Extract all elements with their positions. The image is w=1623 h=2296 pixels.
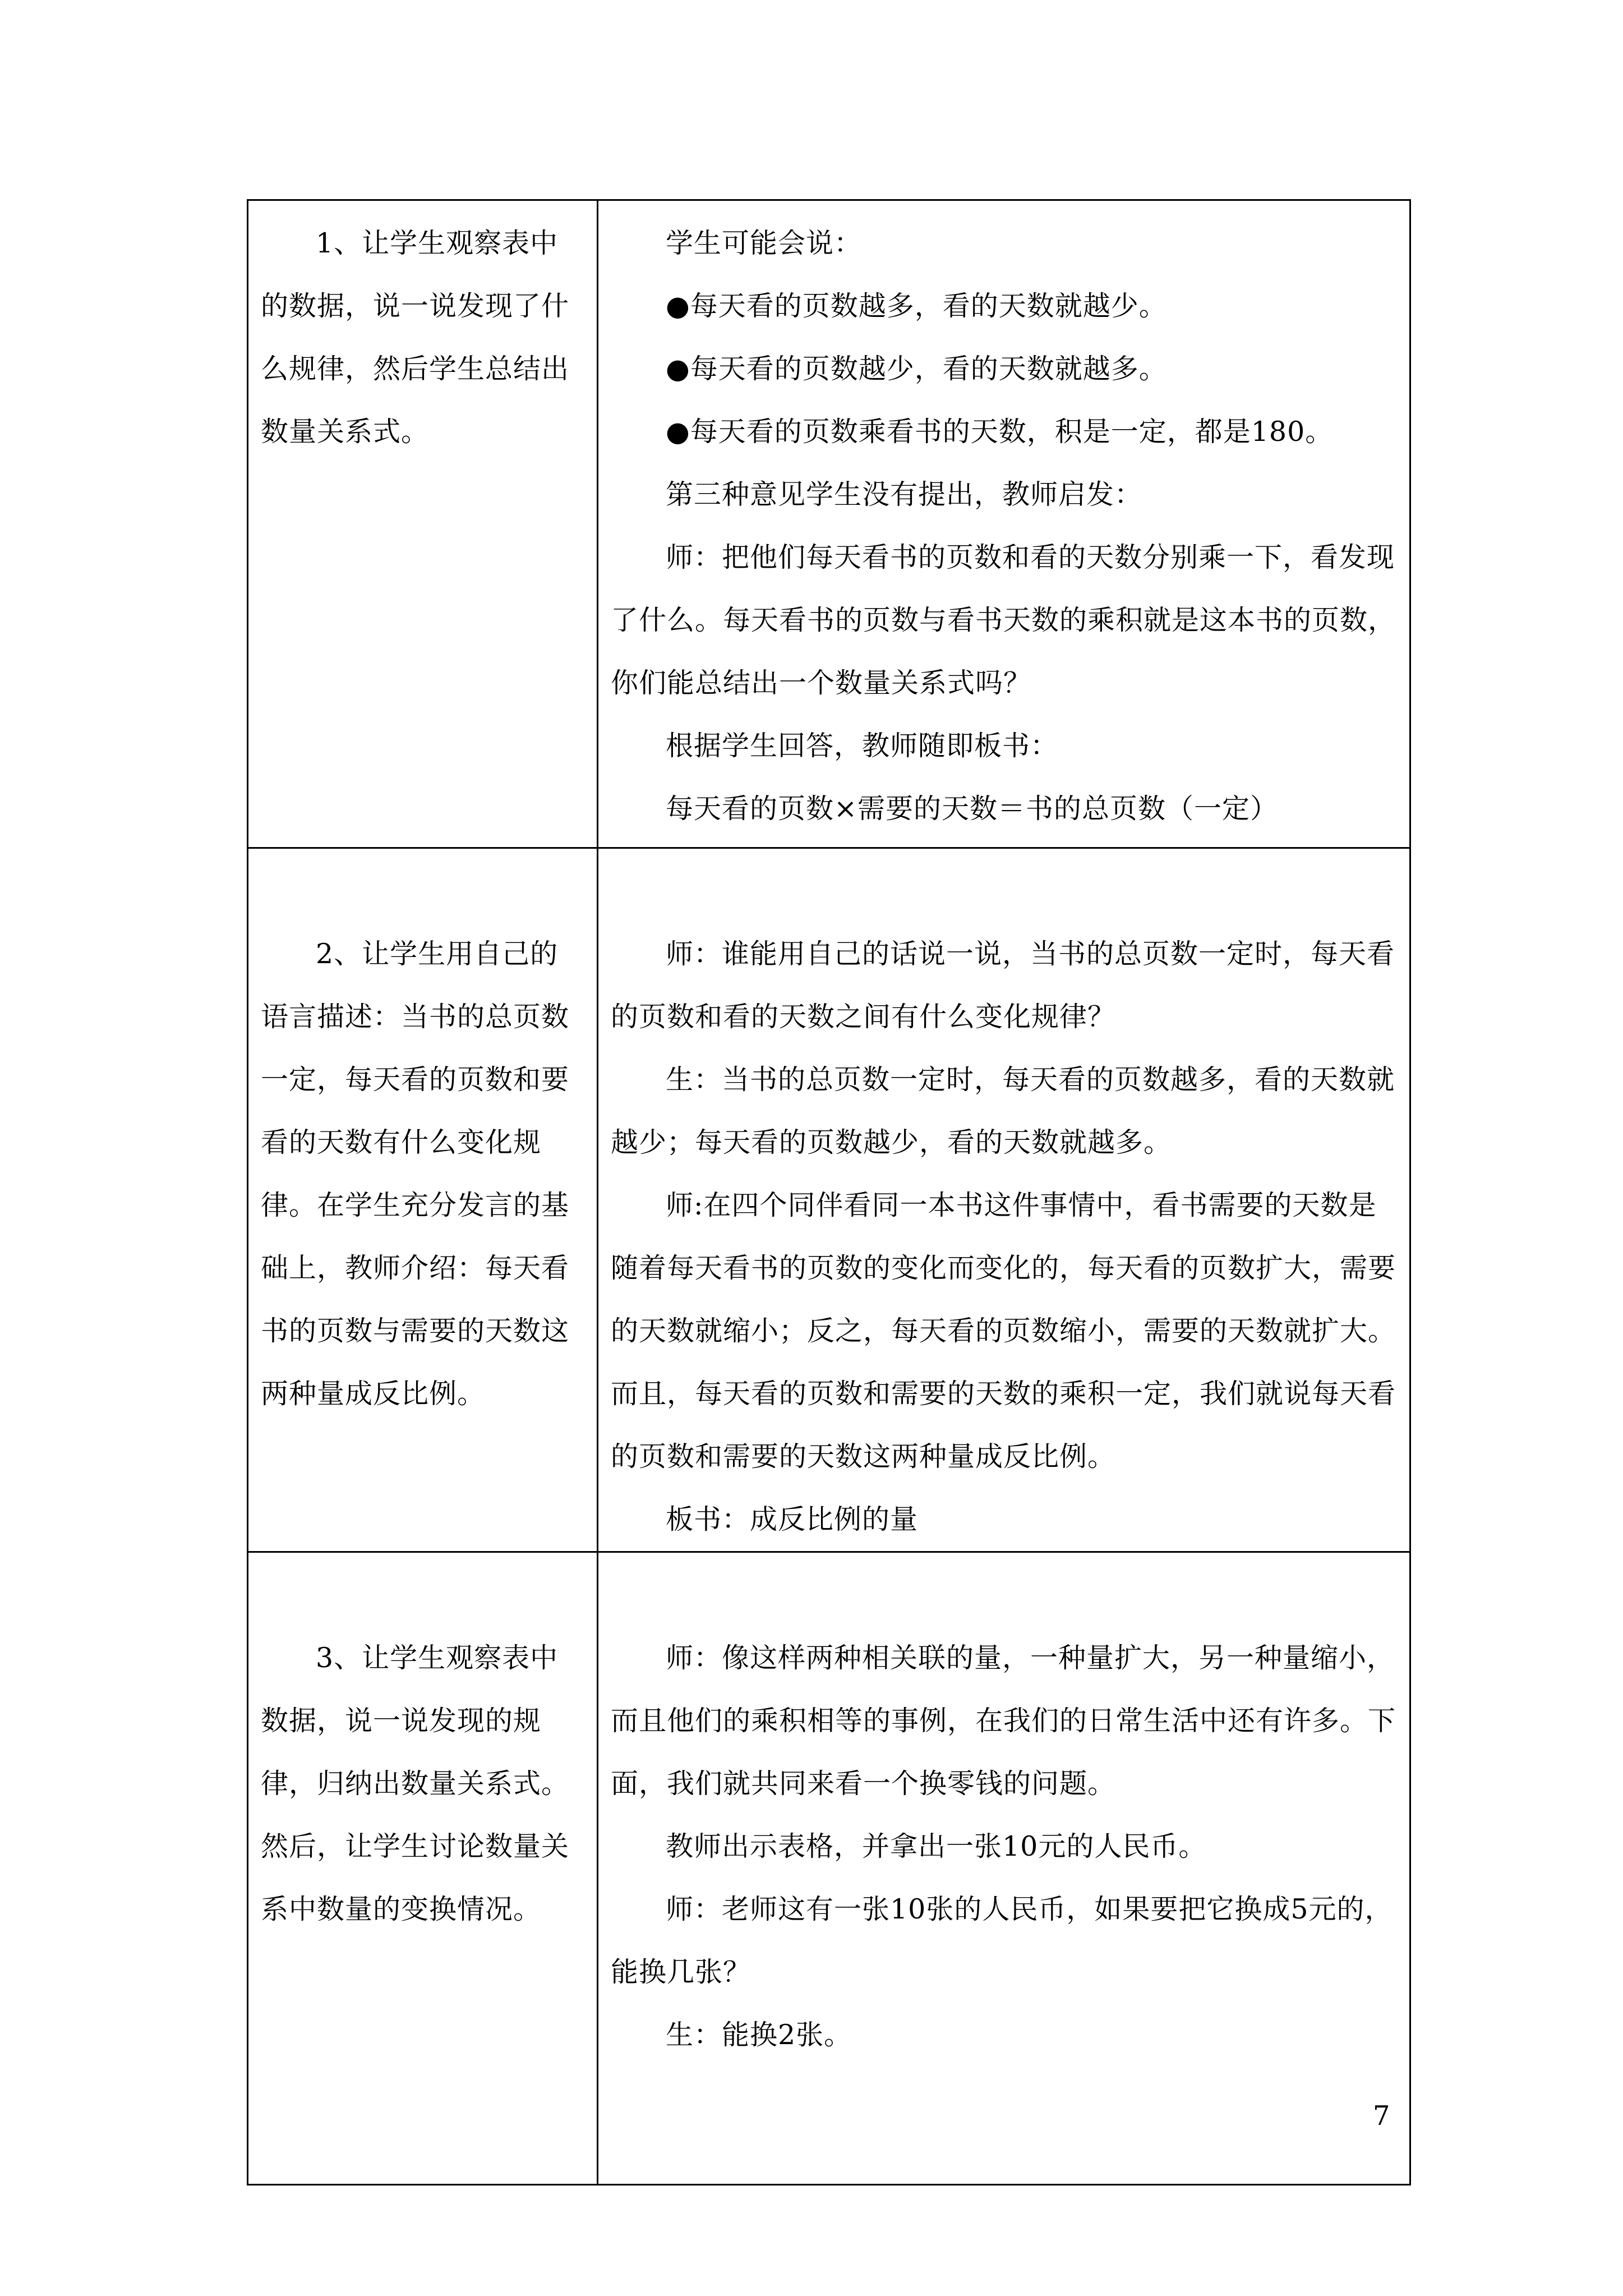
dialogue-cell [598, 848, 1410, 1552]
dialogue-line: 师：谁能用自己的话说一说，当书的总页数一定时，每天看的页数和看的天数之间有什么变化规律？ [611, 938, 1395, 1033]
dialogue-line: 师：把他们每天看书的页数和看的天数分别乘一下，看发现了什么。每天看书的页数与看书天数的乘积就是这本书的页数，你们能总结出一个数量关系式吗？ [611, 541, 1396, 699]
blackboard-formula: 每天看的页数×需要的天数＝书的总页数（一定） [666, 793, 1279, 825]
dialogue-cell [598, 1552, 1410, 2185]
dialogue-cell [598, 200, 1410, 848]
table-row [248, 848, 1410, 1552]
activity-cell [248, 1552, 598, 2185]
dialogue-line: 师：像这样两种相关联的量，一种量扩大，另一种量缩小，而且他们的乘积相等的事例，在我们的日常生活中还有许多。下面，我们就共同来看一个换零钱的问题。 [611, 1642, 1396, 1800]
table-row [248, 200, 1410, 848]
dialogue-line: 学生可能会说： [666, 227, 863, 259]
activity-text: 3、让学生观察表中数据，说一说发现的规律，归纳出数量关系式。然后，让学生讨论数量关系中数量的变换情况。 [261, 1642, 570, 1925]
dialogue-line: 师:在四个同伴看同一本书这件事情中，看书需要的天数是随着每天看书的页数的变化而变化的，每天看的页数扩大，需要的天数就缩小；反之，每天看的页数缩小，需要的天数就扩大。而且，每天看的页数和需要的天数的乘积一定，我们就说每天看的页数和需要的天数这两种量成反比例。 [611, 1189, 1396, 1473]
page-number: 7 [1373, 2100, 1390, 2132]
dialogue-line: 根据学生回答，教师随即板书： [666, 730, 1059, 762]
lesson-plan-table [247, 199, 1411, 2185]
dialogue-line: 生：当书的总页数一定时，每天看的页数越多，看的天数就越少；每天看的页数越少，看的天数就越多。 [611, 1064, 1395, 1158]
blackboard-note: 板书：成反比例的量 [666, 1503, 919, 1535]
table-row [248, 1552, 1410, 2185]
dialogue-line: 第三种意见学生没有提出，教师启发： [666, 478, 1143, 510]
dialogue-line: ●每天看的页数乘看书的天数，积是一定，都是180。 [666, 416, 1334, 448]
activity-cell [248, 848, 598, 1552]
dialogue-line: ●每天看的页数越多，看的天数就越少。 [666, 290, 1167, 322]
dialogue-line: 教师出示表格，并拿出一张10元的人民币。 [666, 1830, 1207, 1862]
activity-text: 1、让学生观察表中的数据，说一说发现了什么规律，然后学生总结出数量关系式。 [261, 227, 570, 448]
dialogue-line: ●每天看的页数越少，看的天数就越多。 [666, 353, 1167, 385]
dialogue-line: 生：能换2张。 [666, 2019, 852, 2051]
activity-text: 2、让学生用自己的语言描述：当书的总页数一定，每天看的页数和要看的天数有什么变化规律。在学生充分发言的基础上，教师介绍：每天看书的页数与需要的天数这两种量成反比例。 [261, 938, 570, 1410]
dialogue-line: 师：老师这有一张10张的人民币，如果要把它换成5元的，能换几张？ [611, 1893, 1393, 1988]
activity-cell [248, 200, 598, 848]
